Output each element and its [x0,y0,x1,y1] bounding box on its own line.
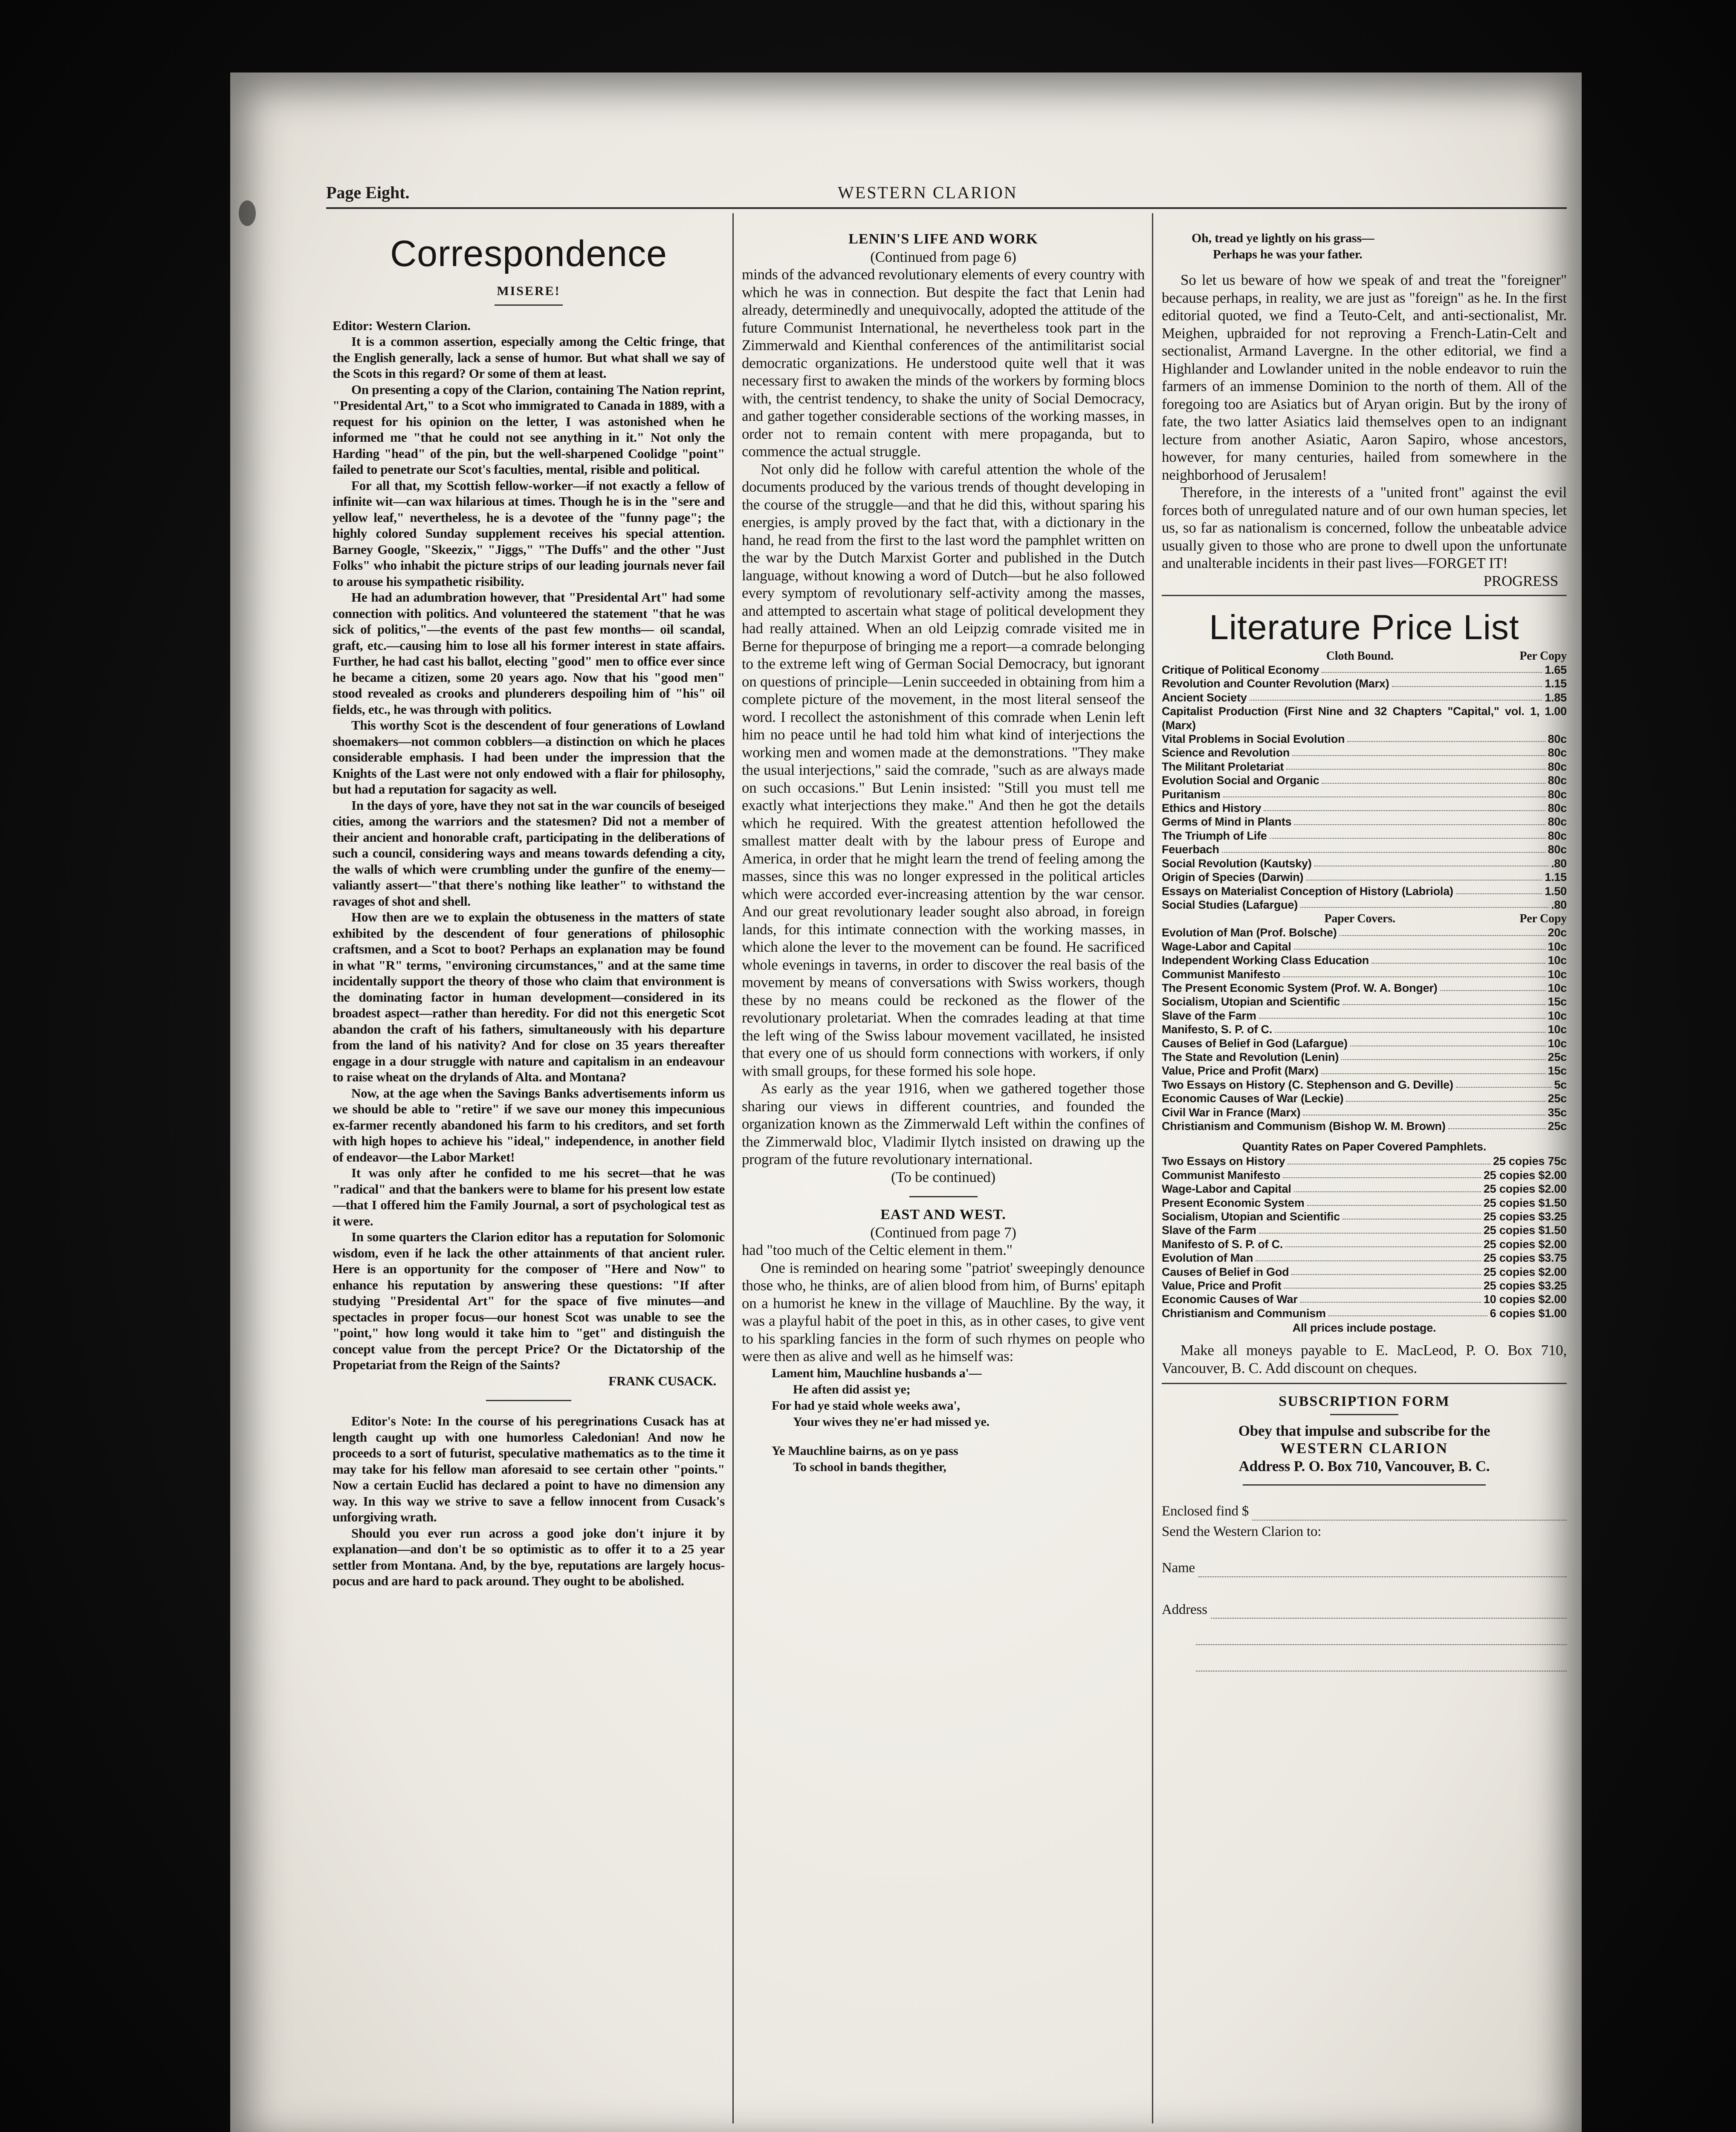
item-title: Independent Working Class Education [1162,954,1369,967]
leader-dots [1343,995,1545,1005]
item-title: Revolution and Counter Revolution (Marx) [1162,677,1389,690]
price-list-item [1162,953,1567,967]
item-price: .80 [1551,898,1567,911]
item-title: The Present Economic System (Prof. W. A. Bonger) [1162,981,1438,994]
item-price: 10c [1548,954,1567,967]
header-rule [326,207,1567,209]
item-price: 80c [1548,788,1567,801]
price-list-item [1162,677,1567,690]
price-list-item [1162,760,1567,773]
leader-dots [1270,829,1545,839]
leader-dots [1456,1078,1552,1088]
item-title: Economic Causes of War [1162,1293,1298,1306]
item-price: 80c [1548,802,1567,815]
divider [1330,1414,1398,1415]
price-list-item [1162,1119,1567,1133]
address-label: Address [1162,1602,1207,1617]
article-title: EAST AND WEST. [880,1207,1006,1222]
correspondence-title: Correspondence [390,233,667,274]
paragraph: In the days of yore, have they not sat in the war councils of beseiged cities, among the warriors and the statesmen? Did not a member of their ancient and honorable craft, participating in the deliberations of such a council, considering ways and means towards defending a city, the walls of which were crumbling under the gunfire of the enemy—valiantly assert—"that there's nothing like leather" to withstand the ravages of shot and shell. [333,797,725,909]
item-title: Value, Price and Profit [1162,1279,1282,1292]
item-price: 25c [1548,1050,1567,1063]
leader-dots [1284,1279,1481,1289]
item-title: The Militant Proletariat [1162,760,1284,773]
correspondence-subtitle: MISERE! [497,284,561,298]
item-title: Wage-Labor and Capital [1162,940,1291,953]
price-list-item [1162,926,1567,939]
item-price: 25 copies $2.00 [1483,1182,1567,1196]
price-list-item [1162,1050,1567,1064]
price-list-item [1162,1154,1567,1168]
leader-dots [1291,1265,1481,1275]
address-blank-line[interactable] [1196,1660,1567,1671]
price-list-item [1162,981,1567,995]
item-price: 1.50 [1545,884,1567,898]
price-list-item [1162,1168,1567,1182]
item-price: 80c [1548,843,1567,856]
signature: PROGRESS [1483,572,1558,589]
price-list-item [1162,940,1567,953]
item-title: Puritanism [1162,788,1221,801]
divider [909,1196,978,1197]
item-price: 1.15 [1545,677,1567,690]
price-list-item [1162,1279,1567,1292]
leader-dots [1314,857,1548,866]
item-price: 25 copies $1.50 [1483,1196,1567,1209]
price-list-item [1162,788,1567,801]
paper-covers-head [1162,912,1567,926]
item-price: 10c [1548,1009,1567,1022]
leader-dots [1222,843,1545,852]
price-list-item [1162,995,1567,1008]
item-price: 80c [1548,829,1567,842]
paragraph: He had an adumbration however, that "Presidental Art" had some connection with politics. And volunteered the statement "that he was sick of politics,"—the events of the past few months— oil scandal, graft, etc.—causing him to lose all his former interest in state affairs. Further, he had cast his ballot, electing "good" men to office ever since he became a citizen, some 20 years ago. Now that his "good men" stood revealed as crooks and plunderers despoiling him of "his" oil fields, etc., he was through with politics. [333,590,725,717]
item-price: 5c [1554,1078,1567,1091]
name-blank[interactable] [1198,1565,1567,1577]
item-price: 6 copies $1.00 [1490,1306,1567,1320]
item-title: The Triumph of Life [1162,829,1267,842]
leader-dots [1321,1064,1545,1074]
leader-dots [1328,1306,1487,1316]
poem-line: Oh, tread ye lightly on his grass— [1192,231,1374,245]
leader-dots [1343,1210,1481,1220]
divider [1243,1484,1486,1486]
divider [486,1400,571,1401]
price-list-item [1162,1196,1567,1210]
address-blank-line[interactable] [1196,1633,1567,1645]
column-rule [1152,213,1153,2123]
price-list-item [1162,1223,1567,1237]
price-list-item [1162,1092,1567,1105]
poem-line: For had ye staid whole weeks awa', [772,1398,960,1413]
price-list-item [1162,898,1567,912]
price-list-item [1162,843,1567,856]
item-price: 25 copies $2.00 [1483,1168,1567,1182]
column-right [1162,213,1567,1671]
price-list-item [1162,801,1567,815]
item-title: Christianism and Communism (Bishop W. M. Brown) [1162,1120,1446,1133]
item-title: Essays on Materialist Conception of History (Labriola) [1162,884,1453,898]
item-price: 80c [1548,815,1567,828]
paper-covers-list [1162,926,1567,1133]
item-title: Socialism, Utopian and Scientific [1162,1210,1340,1223]
item-price: 25 copies $2.00 [1483,1237,1567,1251]
paragraph: This worthy Scot is the descendent of four generations of Lowland shoemakers—not common cobblers—a distinction on which he places considerable emphasis. I had been under the impression that the Knights of the Last were not only endowed with a flair for philosophy, but had a reputation for sagacity as well. [333,718,725,797]
item-price: 35c [1548,1106,1567,1119]
name-field[interactable] [1162,1559,1567,1577]
item-price: 1.00 [1545,705,1567,718]
send-to-label: Send the Western Clarion to: [1162,1524,1322,1539]
payable-note: Make all moneys payable to E. MacLeod, P. O. Box 710, Vancouver, B. C. Add discount on cheques. [1162,1342,1567,1376]
leader-dots [1303,1106,1545,1115]
column-lenin [742,213,1145,1475]
item-price: 80c [1548,774,1567,787]
address-blank[interactable] [1211,1607,1567,1619]
leader-dots [1350,1037,1545,1046]
enclosed-blank[interactable] [1252,1509,1567,1521]
leader-dots [1292,746,1545,756]
item-title: Ethics and History [1162,802,1261,815]
item-title: Evolution of Man (Prof. Bolsche) [1162,926,1337,939]
price-list-item [1162,1251,1567,1265]
item-price: 1.15 [1545,871,1567,884]
leader-dots [1283,968,1545,977]
leader-dots [1283,1168,1481,1178]
paragraph: had "too much of the Celtic element in them." [742,1242,1013,1258]
quantity-rates-list [1162,1154,1567,1320]
leader-dots [1256,1251,1481,1261]
paragraph: Therefore, in the interests of a "united front" against the evil forces both of unregulated nature and of our own human species, let us, so far as nationalism is concerned, follow the unbeatable advice usually given to those who are prone to dwell upon the unfortunate and unalterable incidents in their past lives—FORGET IT! [1162,484,1567,571]
divider [1162,595,1567,596]
price-list-item [1162,968,1567,981]
item-price: 1.65 [1545,663,1567,676]
leader-dots [1322,663,1542,673]
price-list-item [1162,1037,1567,1050]
paragraph: It is a common assertion, especially among the Celtic fringe, that the English generally, lack a sense of humor. But what shall we say of the Scots in this regard? Or some of them at least. [333,334,725,381]
item-title: Social Studies (Lafargue) [1162,898,1298,911]
item-price: 25 copies $3.75 [1483,1251,1567,1265]
item-price: 10c [1548,968,1567,981]
item-price: 15c [1548,995,1567,1008]
price-list-item [1162,815,1567,828]
item-price: 25 copies $2.00 [1483,1265,1567,1278]
paragraph: minds of the advanced revolutionary elements of every country with which he was in connection. But despite the fact that Lenin had already, determinedly and unequivocally, adopted the attitude of the future Communist International, he nevertheless took part in the Zimmerwald and Kienthal conferences of the antimilitarist social democratic organizations. He understood quite well that it was necessary first to awaken the minds of the workers by forming blocs with, the centrist tendency, to shake the unity of Social Democracy, and gather together considerable sections of the working masses, in order not to remain content with mere propaganda, but to commence the actual struggle. [742,266,1145,460]
item-price: 10c [1548,1037,1567,1050]
item-title: The State and Revolution (Lenin) [1162,1050,1339,1063]
per-copy-label: Per Copy [1519,912,1567,926]
item-title: Feuerbach [1162,843,1219,856]
leader-dots [1275,1023,1545,1032]
address-field[interactable] [1162,1601,1567,1619]
item-price: 80c [1548,733,1567,746]
subscription-address: Address P. O. Box 710, Vancouver, B. C. [1238,1457,1490,1474]
item-price: 10 copies $2.00 [1483,1293,1567,1306]
leader-dots [1456,884,1542,894]
price-list-item [1162,1210,1567,1223]
item-title: Critique of Political Economy [1162,663,1319,676]
item-price: 80c [1548,760,1567,773]
item-title: Two Essays on History [1162,1155,1285,1168]
poem-line: Perhaps he was your father. [1213,247,1363,261]
item-price: 80c [1548,746,1567,759]
item-title: Socialism, Utopian and Scientific [1162,995,1340,1008]
item-title: Christianism and Communism [1162,1306,1326,1320]
paragraph: On presenting a copy of the Clarion, containing The Nation reprint, "Presidental Art," to a Scot who immigrated to Canada in 1889, with a request for his opinion on the letter, I was astonished when he informed me "that he could not see anything in it." Not only the Harding "head" of the pin, but the well-sharpened Coolidge "point" failed to penetrate our Scot's faculties, mental, risible and political. [333,382,725,477]
section-label: Paper Covers. [1324,912,1395,926]
leader-dots [1223,788,1545,797]
to-be-continued: (To be continued) [891,1168,995,1185]
running-head [326,182,1567,208]
poem-line: Lament him, Mauchline husbands a'— [772,1366,982,1380]
divider [1162,1383,1567,1384]
leader-dots [1322,773,1545,783]
price-list-item [1162,857,1567,870]
leader-dots [1286,760,1545,770]
leader-dots [1294,1182,1481,1192]
leader-dots [1300,1292,1481,1302]
paragraph: Now, at the age when the Savings Banks advertisements inform us we should be able to "retire" if we save our money this impecunious ex-farmer recently abandoned his farm to his creditors, and set forth with high hopes to achieve his "ideal," independence, in another field of endeavor—the Labor Market! [333,1085,725,1164]
price-list-item [1162,1106,1567,1119]
item-title: Present Economic System [1162,1196,1305,1209]
article-title: LENIN'S LIFE AND WORK [848,231,1038,247]
item-price: 25 copies $3.25 [1483,1210,1567,1223]
item-title: Civil War in France (Marx) [1162,1106,1301,1119]
item-title: Vital Problems in Social Evolution [1162,733,1345,746]
leader-dots [1307,1196,1481,1206]
column-correspondence [333,213,725,1589]
paragraph: How then are we to explain the obtuseness in the matters of state exhibited by the descendent of four generations of philosophic craftsmen, and a Scot to boot? Perhaps an explanation may be found in what "R" terms, "environing circumstances," and at the same time incidentally support the theory of those who claim that environment is the dominating factor in human development—considered in its broadest aspect—rather than heredity. For did not this energetic Scot abandon the craft of his fathers, simultaneously with his departure from the land of his nativity? And for close on 35 years thereafter engage in a dour struggle with nature and capitalism in an endeavour to raise wheat on the drylands of Alta. and Montana? [333,910,725,1084]
paragraph: In some quarters the Clarion editor has a reputation for Solomonic wisdom, even if he lack the other attainments of that ancient ruler. Here is an opportunity for the composer of "Here and Now" to enhance his reputation by answering these questions: "If after studying "Presidental Art" for the space of five minutes—and spectacles in proper focus—our honest Scot was unable to see the "point," how long would it take him to "get" and distinguish the concept value from the percept Price? Or the Dictatorship of the Propetariat from the Reign of the Saints? [333,1229,725,1372]
item-price: 25c [1548,1120,1567,1133]
price-list-item [1162,746,1567,759]
salutation: Editor: Western Clarion. [333,318,471,333]
quantity-rates-head: Quantity Rates on Paper Covered Pamphlets. [1242,1140,1487,1153]
literature-title: Literature Price List [1209,608,1519,647]
price-list-item [1162,1265,1567,1279]
price-list-item [1162,1306,1567,1320]
price-list-item [1162,704,1567,732]
item-price: 15c [1548,1064,1567,1078]
item-price: .80 [1551,857,1567,870]
item-price: 25 copies 75c [1493,1155,1567,1168]
item-title: Manifesto of S. P. of C. [1162,1237,1283,1251]
page-number: Page Eight. [326,183,410,202]
item-title: Economic Causes of War (Leckie) [1162,1092,1344,1105]
item-price: 25 copies $3.25 [1483,1279,1567,1292]
price-list-item [1162,1023,1567,1036]
item-title: Evolution of Man [1162,1251,1253,1265]
price-list-item [1162,1237,1567,1251]
paragraph: So let us beware of how we speak of and treat the "foreigner" because perhaps, in reality, we are just as "foreign" as he. In the first editorial quoted, we find a Teuto-Celt, and anti-sectionalist, Mr. Meighen, upbraided for not reproving a French-Latin-Celt and sectionalist, Armand Lavergne. In the other editorial, we find a Highlander and Lowlander united in the noble endeavor to ruin the farmers of an immense Dominion to the north of them. All of the foregoing too are Asiatics but of Aryan origin. But by the irony of fate, the two latter Asiatics laid themselves open to an indignant lecture from another Asiatic, Aaron Sapiro, whose ancestors, however, for many centuries, hailed from somewhere in the neighborhood of Jerusalem! [1162,272,1567,483]
item-price: 20c [1548,926,1567,939]
leader-dots [1250,691,1542,701]
subscription-paper: WESTERN CLARION [1280,1440,1449,1457]
price-list-item [1162,1078,1567,1092]
item-price: 1.85 [1545,691,1567,704]
leader-dots [1371,953,1545,963]
continued-note: (Continued from page 7) [870,1224,1016,1241]
leader-dots [1347,732,1545,742]
leader-dots [1294,815,1545,825]
leader-dots [1285,1237,1481,1247]
item-title: Origin of Species (Darwin) [1162,871,1304,884]
divider [495,304,563,306]
item-title: Manifesto, S. P. of C. [1162,1023,1273,1036]
item-title: Slave of the Farm [1162,1224,1256,1237]
price-list-item [1162,663,1567,677]
item-title: Causes of Belief in God (Lafargue) [1162,1037,1348,1050]
item-price: 10c [1548,981,1567,994]
price-list-item [1162,1009,1567,1023]
section-label: Cloth Bound. [1326,649,1394,663]
item-title: Evolution Social and Organic [1162,774,1319,787]
paragraph: For all that, my Scottish fellow-worker—if not exactly a fellow of infinite wit—can wax hilarious at times. Though he is in the "sere and yellow leaf," nevertheless, he is a devotee of the "funny page"; the highly colored Sunday supplement receives his special attention. Barney Google, "Skeezix," "Jiggs," "The Duffs" and the other "Just Folks" who inhabit the picture strips of our leading journals never fail to arouse his sympathetic risibility. [333,478,725,589]
enclosed-field[interactable] [1162,1503,1567,1521]
item-title: Communist Manifesto [1162,968,1281,981]
item-title: Communist Manifesto [1162,1168,1281,1182]
item-price: 25c [1548,1092,1567,1105]
leader-dots [1341,1050,1545,1060]
editors-note: Editor's Note: In the course of his peregrinations Cusack has at length caught up with one humorless Caledonian! And now he proceeds to a sort of futurist, speculative mathematics as to the time it may take for his fellow man aforesaid to see certain other "points." Now a certain Euclid has declared a point to have no dimension any way. In this way we strive to save a fellow innocent from Cusack's unforgiving wrath. [333,1414,725,1524]
paragraph: As early as the year 1916, when we gathered together those sharing our views in different countries, and founded the organization known as the Zimmerwald Left within the confines of the Zimmerwald bloc, Vladimir Ilytch insisted on drawing up the program of the future revolutionary international. [742,1080,1145,1167]
send-to-line [1162,1523,1567,1541]
subscription-title: SUBSCRIPTION FORM [1279,1393,1450,1410]
price-list-item [1162,1292,1567,1306]
item-title: Slave of the Farm [1162,1009,1256,1022]
ink-smudge [239,200,256,226]
column-rule [732,213,734,2123]
item-title: Science and Revolution [1162,746,1290,759]
cloth-bound-list [1162,663,1567,912]
subscription-line: Obey that impulse and subscribe for the [1238,1422,1490,1439]
leader-dots [1306,870,1542,880]
item-title: Ancient Society [1162,691,1247,704]
leader-dots [1294,940,1545,950]
poem-line: He aften did assist ye; [793,1382,911,1396]
leader-dots [1392,677,1542,687]
price-list-item [1162,732,1567,746]
price-list-item [1162,870,1567,884]
leader-dots [1259,1223,1481,1233]
per-copy-label: Per Copy [1519,649,1567,663]
paragraph: One is reminded on hearing some "patriot' sweepingly denounce those who, he thinks, are of alien blood from him, of Burns' epitaph on a humorist he knew in the village of Mauchline. By the way, it was a playful habit of the poet in this, as in other cases, to give vent to his sparkling fancies in the form of such rhymes on people who were then as alive and well as he himself was: [742,1259,1145,1364]
price-list-item [1162,773,1567,787]
postage-note: All prices include postage. [1292,1321,1436,1335]
leader-dots [1346,1092,1545,1101]
leader-dots [1259,1009,1545,1019]
name-label: Name [1162,1560,1195,1576]
paragraph: It was only after he confided to me his secret—that he was "radical" and that the bankers were to blame for his present low estate—that I offered him the Family Journal, a sort of psychological test as it were. [333,1165,725,1228]
cloth-bound-head [1162,649,1567,663]
item-title: Social Revolution (Kautsky) [1162,857,1312,870]
item-title: Capitalist Production (First Nine and 32 Chapters "Capital," vol. 1, (Marx) [1162,705,1540,732]
leader-dots [1440,981,1545,991]
leader-dots [1448,1119,1545,1129]
item-title: Two Essays on History (C. Stephenson and G. Deville) [1162,1078,1453,1091]
signature: FRANK CUSACK. [608,1373,716,1388]
price-list-item [1162,829,1567,843]
poem-line: To school in bands thegither, [793,1460,946,1474]
continued-note: (Continued from page 6) [870,248,1016,265]
item-price: 10c [1548,1023,1567,1036]
item-title: Wage-Labor and Capital [1162,1182,1291,1196]
item-title: Germs of Mind in Plants [1162,815,1292,828]
price-list-item [1162,1182,1567,1196]
paper-name: WESTERN CLARION [838,183,1018,202]
leader-dots [1288,1154,1490,1164]
item-price: 25 copies $1.50 [1483,1224,1567,1237]
leader-dots [1264,801,1545,811]
item-title: Value, Price and Profit (Marx) [1162,1064,1319,1078]
price-list-item [1162,884,1567,898]
item-price: 10c [1548,940,1567,953]
paragraph: Not only did he follow with careful attention the whole of the documents produced by the various trends of thought developing in the course of the struggle—and that he did this, without sparing his energies, is amply proved by the fact that, with a dictionary in the hand, he read from the first to the last word the pamphlet written on the war by the Dutch Marxist Gorter and published in the Dutch language, without knowing a word of Dutch—but he also followed every symptom of revolutionary self-activity among the masses, and attempted to ascertain what stage of political development they had really attained. When an old Leipzig comrade visited me in Berne for thepurpose of bringing me a report—a comrade belonging to the extreme left wing of German Social Democracy, but ignorant on questions of principle—Lenin succeeded in obtaining from him a complete picture of the movement, in the most literal senseof the word. I recollect the astonishment of this comrade when Lenin left him no peace until he had told him what kind of interjections the working men and women made at the demonstrations. "They make the usual interjections," said the comrade, "such as are always made on such occasions." But Lenin insisted: "Still you must tell me exactly what interjections they make." And then he got the details which he required. With the greatest attention hefollowed the smallest matter dealt with by the labour press of Europe and America, in order that he might learn the trend of feeling among the masses, since this was no longer expressed in the political articles which were accorded ever-increasing attention by the war censor. And our great revolutionary leader sought also abroad, in foreign lands, for this intimate connection with the working masses, in which alone the lever to the movement can be found. He sacrificed whole evenings in taverns, in order to discover the real basis of the movement by means of conversations with Swiss workers, though these by no means could be reckoned as the flower of the revolutionary proletariat. When the comrades leading at that time the left wing of the Swiss labour movement vacillated, he insisted that every one of us should form connections with workers, if only with small groups, for these formed his sole hope. [742,461,1145,1079]
item-title: Causes of Belief in God [1162,1265,1289,1278]
editors-note: Should you ever run across a good joke don't injure it by explanation—and don't be so optimistic as to offer it to a 25 year settler from Montana. And, by the bye, reputations are largely hocus-pocus and are hard to pack around. They ought to be abolished. [333,1525,725,1588]
leader-dots [1340,926,1545,936]
enclosed-label: Enclosed find $ [1162,1503,1249,1519]
poem-line: Your wives they ne'er had missed ye. [793,1414,990,1429]
poem-line: Ye Mauchline bairns, as on ye pass [772,1443,958,1458]
price-list-item [1162,1064,1567,1078]
leader-dots [1300,898,1548,908]
price-list-item [1162,691,1567,704]
